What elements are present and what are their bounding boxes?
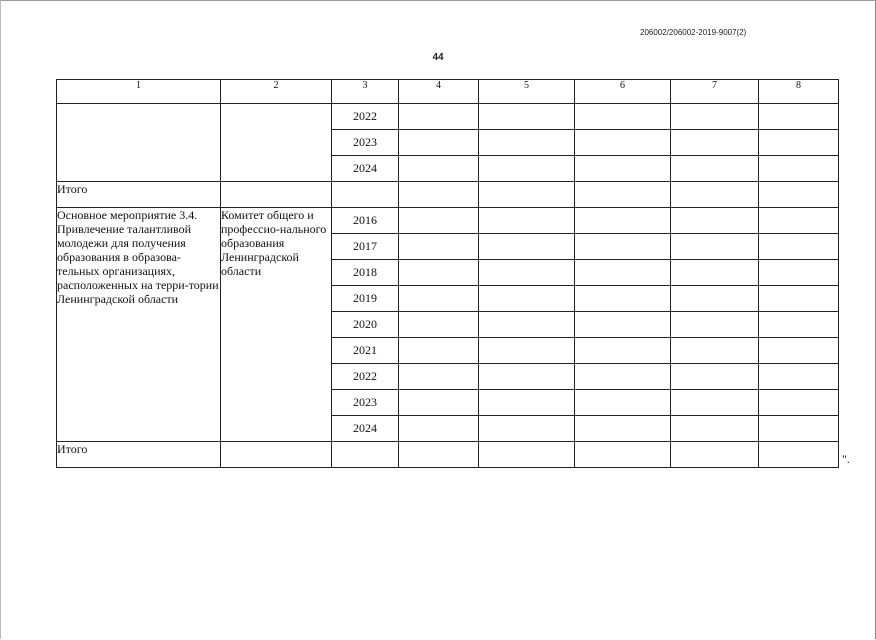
- empty-cell: [399, 390, 479, 416]
- column-header: 6: [575, 80, 671, 104]
- table-row: [57, 208, 839, 234]
- empty-cell: [479, 130, 575, 156]
- empty-cell: [575, 234, 671, 260]
- year-cell: 2020: [332, 312, 399, 338]
- empty-cell: [479, 312, 575, 338]
- empty-cell: [399, 260, 479, 286]
- header-row: [57, 80, 839, 104]
- empty-cell: [221, 442, 332, 468]
- empty-cell: [671, 416, 759, 442]
- year-cell: 2022: [332, 364, 399, 390]
- empty-cell: [759, 208, 839, 234]
- table-row: [57, 104, 839, 130]
- empty-cell: [399, 156, 479, 182]
- empty-cell: [759, 182, 839, 208]
- column-header: 2: [221, 80, 332, 104]
- empty-cell: [575, 416, 671, 442]
- year-cell: 2023: [332, 130, 399, 156]
- empty-cell: [479, 390, 575, 416]
- empty-cell: [332, 442, 399, 468]
- column-header: 4: [399, 80, 479, 104]
- year-cell: 2022: [332, 104, 399, 130]
- empty-cell: [399, 234, 479, 260]
- empty-cell: [759, 442, 839, 468]
- empty-cell: [575, 312, 671, 338]
- year-cell: 2023: [332, 390, 399, 416]
- empty-cell: [759, 260, 839, 286]
- activity-cell: [57, 104, 221, 182]
- empty-cell: [399, 286, 479, 312]
- year-cell: 2016: [332, 208, 399, 234]
- budget-table: [56, 79, 839, 468]
- empty-cell: [479, 416, 575, 442]
- empty-cell: [575, 338, 671, 364]
- empty-cell: [479, 182, 575, 208]
- column-header: 1: [57, 80, 221, 104]
- total-row: [57, 182, 839, 208]
- empty-cell: [399, 312, 479, 338]
- empty-cell: [399, 416, 479, 442]
- column-header: 5: [479, 80, 575, 104]
- empty-cell: [671, 390, 759, 416]
- empty-cell: [759, 416, 839, 442]
- empty-cell: [399, 130, 479, 156]
- column-header: 7: [671, 80, 759, 104]
- empty-cell: [479, 104, 575, 130]
- empty-cell: [671, 156, 759, 182]
- empty-cell: [671, 182, 759, 208]
- empty-cell: [759, 364, 839, 390]
- empty-cell: [399, 182, 479, 208]
- empty-cell: [759, 234, 839, 260]
- empty-cell: [759, 286, 839, 312]
- column-header: 3: [332, 80, 399, 104]
- year-cell: 2018: [332, 260, 399, 286]
- activity-cell: Основное мероприятие 3.4. Привлечение талантливой молодежи для получения образования в образова-тельных организациях, расположенных на терри-тории Ленинградской области: [57, 208, 221, 442]
- empty-cell: [759, 104, 839, 130]
- page-number: 44: [432, 52, 444, 63]
- empty-cell: [479, 338, 575, 364]
- empty-cell: [479, 286, 575, 312]
- year-cell: 2021: [332, 338, 399, 364]
- year-cell: 2017: [332, 234, 399, 260]
- total-row: [57, 442, 839, 468]
- empty-cell: [671, 312, 759, 338]
- empty-cell: [671, 286, 759, 312]
- empty-cell: [671, 208, 759, 234]
- empty-cell: [759, 390, 839, 416]
- empty-cell: [479, 442, 575, 468]
- empty-cell: [575, 364, 671, 390]
- empty-cell: [399, 104, 479, 130]
- empty-cell: [399, 442, 479, 468]
- table-body: [57, 80, 839, 468]
- empty-cell: [575, 260, 671, 286]
- empty-cell: [759, 312, 839, 338]
- empty-cell: [479, 156, 575, 182]
- empty-cell: [575, 104, 671, 130]
- empty-cell: [671, 442, 759, 468]
- empty-cell: [575, 286, 671, 312]
- responsible-cell: [221, 104, 332, 182]
- empty-cell: [759, 156, 839, 182]
- empty-cell: [479, 208, 575, 234]
- empty-cell: [671, 130, 759, 156]
- empty-cell: [479, 364, 575, 390]
- empty-cell: [399, 364, 479, 390]
- empty-cell: [759, 338, 839, 364]
- empty-cell: [575, 182, 671, 208]
- empty-cell: [575, 390, 671, 416]
- empty-cell: [575, 208, 671, 234]
- closing-quote-mark: ".: [842, 452, 850, 466]
- empty-cell: [575, 156, 671, 182]
- empty-cell: [479, 260, 575, 286]
- document-code: 206002/206002-2019-9007(2): [640, 28, 747, 37]
- empty-cell: [671, 104, 759, 130]
- empty-cell: [575, 130, 671, 156]
- responsible-cell: Комитет общего и профессио-нального образования Ленинградской области: [221, 208, 332, 442]
- empty-cell: [671, 364, 759, 390]
- empty-cell: [399, 208, 479, 234]
- empty-cell: [671, 338, 759, 364]
- empty-cell: [671, 234, 759, 260]
- empty-cell: [759, 130, 839, 156]
- year-cell: 2024: [332, 156, 399, 182]
- empty-cell: [221, 182, 332, 208]
- total-label: Итого: [57, 182, 221, 208]
- year-cell: 2024: [332, 416, 399, 442]
- empty-cell: [575, 442, 671, 468]
- empty-cell: [479, 234, 575, 260]
- year-cell: 2019: [332, 286, 399, 312]
- empty-cell: [671, 260, 759, 286]
- empty-cell: [399, 338, 479, 364]
- total-label: Итого: [57, 442, 221, 468]
- empty-cell: [332, 182, 399, 208]
- column-header: 8: [759, 80, 839, 104]
